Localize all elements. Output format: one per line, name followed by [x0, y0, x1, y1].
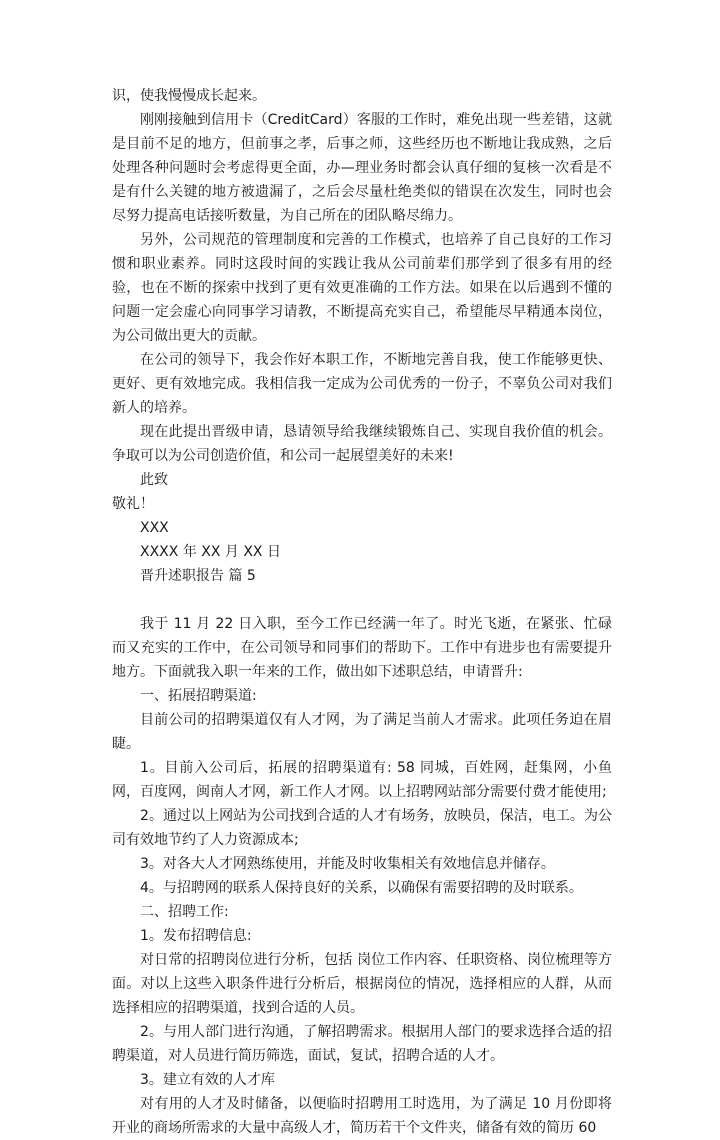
list-item: 2。通过以上网站为公司找到合适的人才有场务，放映员，保洁，电工。为公司有效地节约了人力资源成本; [112, 808, 612, 848]
paragraph: 另外，公司规范的管理制度和完善的工作模式，也培养了自己良好的工作习惯和职业素养。同时这段时间的实践让我从公司前辈们那学到了很多有用的经验，也在不断的探索中找到了更有效更准确的工作方法。如果在以后遇到不懂的问题一定会虚心向同事学习请教，不断提高充实自己，希望能尽早精通本岗位，为公司做出更大的贡献。 [112, 232, 612, 344]
list-item: 2。与用人部门进行沟通，了解招聘需求。根据用人部门的要求选择合适的招聘渠道，对人员进行简历筛选，面试，复试，招聘合适的人才。 [112, 1024, 612, 1064]
paragraph: 现在此提出晋级申请，恳请领导给我继续锻炼自己、实现自我价值的机会。争取可以为公司创造价值，和公司一起展望美好的未来! [112, 424, 612, 464]
signature-name: XXX [140, 520, 169, 536]
paragraph: 我于 11 月 22 日入职，至今工作已经满一年了。时光飞逝，在紧张、忙碌而又充实的工作中，在公司领导和同事们的帮助下。工作中有进步也有需要提升地方。下面就我入职一年来的工作，做出如下述职总结，申请晋升: [112, 616, 612, 680]
heading: 一、拓展招聘渠道: [140, 688, 257, 704]
document-page [112, 84, 612, 1140]
closing-jing-li: 敬礼！ [112, 496, 154, 512]
paragraph: 在公司的领导下，我会作好本职工作，不断地完善自我，使工作能够更快、更好、更有效地完成。我相信我一定成为公司优秀的一份子，不辜负公司对我们新人的培养。 [112, 352, 612, 416]
paragraph: 识，使我慢慢成长起来。 [112, 88, 266, 104]
heading: 二、招聘工作: [140, 904, 229, 920]
paragraph: 对日常的招聘岗位进行分析，包括 岗位工作内容、任职资格、岗位梳理等方面。对以上这些入职条件进行分析后，根据岗位的情况，选择相应的人群，从而选择相应的招聘渠道，找到合适的人员。 [112, 952, 612, 1016]
spacer [112, 588, 612, 612]
list-item: 1。目前入公司后，拓展的招聘渠道有: 58 同城，百姓网，赶集网，小鱼网，百度网，闽南人才网，新工作人才网。以上招聘网站部分需要付费才能使用; [112, 760, 612, 800]
closing-ci-zhi: 此致 [140, 472, 168, 488]
subheading: 3。建立有效的人才库 [140, 1072, 275, 1088]
section-title: 晋升述职报告 篇 5 [140, 568, 256, 584]
list-item: 4。与招聘网的联系人保持良好的关系，以确保有需要招聘的及时联系。 [140, 880, 583, 896]
paragraph: 目前公司的招聘渠道仅有人才网，为了满足当前人才需求。此项任务迫在眉睫。 [112, 712, 612, 752]
paragraph: 对有用的人才及时储备，以便临时招聘用工时选用，为了满足 10 月份即将开业的商场所需求的大量中高级人才，简历若干个文件夹，储备有效的简历 60 [112, 1096, 612, 1136]
signature-date: XXXX 年 XX 月 XX 日 [140, 544, 281, 560]
paragraph: 刚刚接触到信用卡（CreditCard）客服的工作时，难免出现一些差错，这就是目前不足的地方，但前事之孝，后事之师，这些经历也不断地让我成熟，之后处理各种问题时会考虑得更全面，办—理业务时都会认真仔细的复核一次看是不是有什么关键的地方被遗漏了，之后会尽量杜绝类似的错误在次发生，同时也会尽努力提高电话接听数量，为自己所在的团队略尽绵力。 [112, 112, 612, 224]
subheading: 1。发布招聘信息: [140, 928, 252, 944]
list-item: 3。对各大人才网熟练使用，并能及时收集相关有效地信息并储存。 [140, 856, 555, 872]
